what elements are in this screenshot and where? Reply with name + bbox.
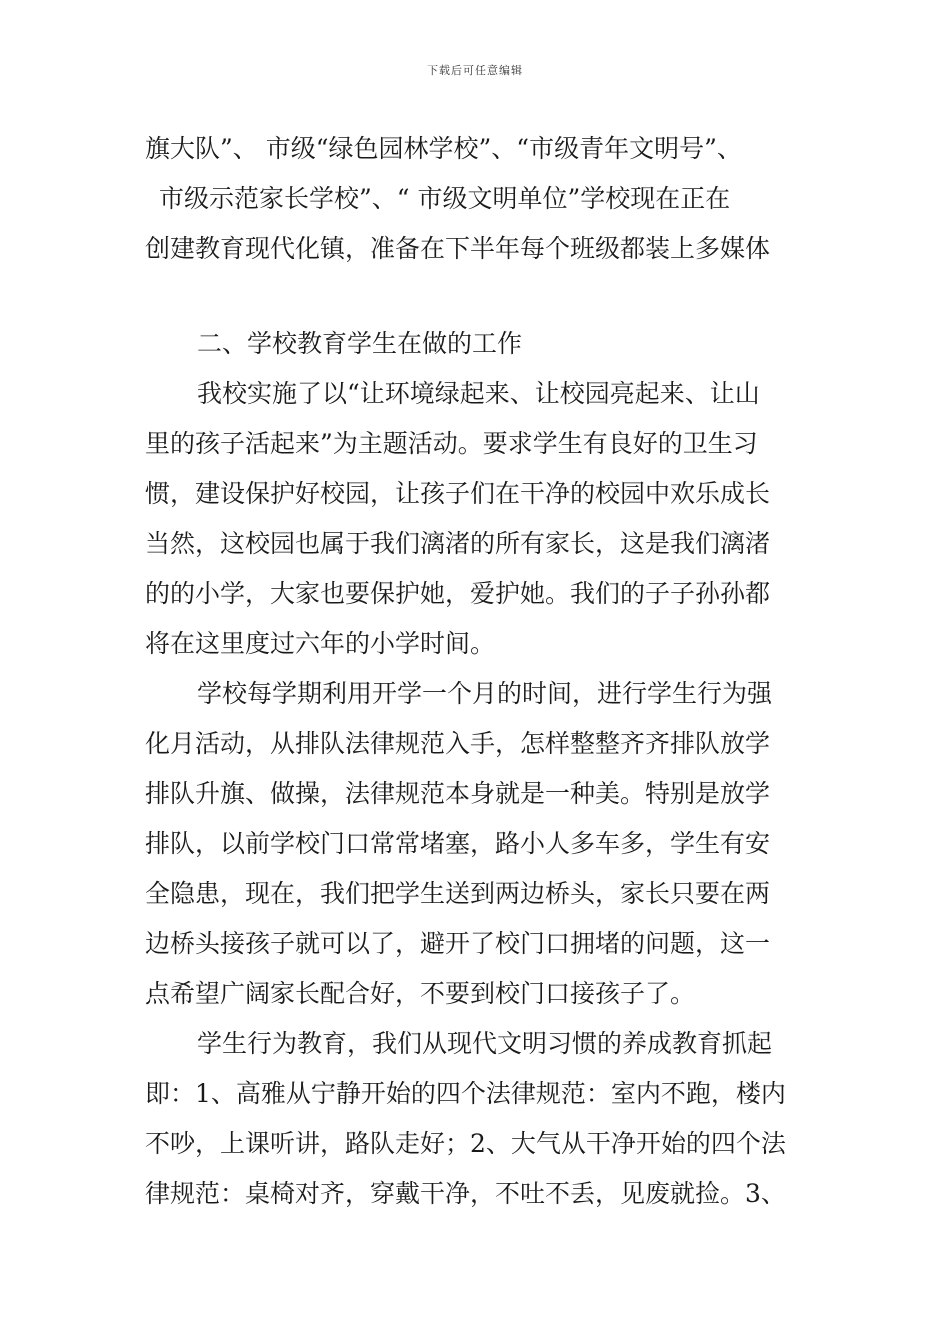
text-line: 学校每学期利用开学一个月的时间，进行学生行为强: [197, 679, 773, 708]
paragraph-3: [145, 1019, 825, 1219]
text-line: 当然，这校园也属于我们漓渚的所有家长，这是我们漓渚: [145, 529, 771, 558]
text-line: 边桥头接孩子就可以了，避开了校门口拥堵的问题，这一: [145, 929, 771, 958]
text-line: 排队升旗、做操，法律规范本身就是一种美。特别是放学: [145, 779, 771, 808]
text-line: 不吵，上课听讲，路队走好；2、大气从干净开始的四个法: [145, 1129, 786, 1158]
text-line: 排队，以前学校门口常常堵塞，路小人多车多，学生有安: [145, 829, 771, 858]
text-line: 点希望广阔家长配合好，不要到校门口接孩子了。: [145, 979, 696, 1008]
text-line: 化月活动，从排队法律规范入手，怎样整整齐齐排队放学: [145, 729, 771, 758]
text-line: 市级示范家长学校”、“ 市级文明单位”学校现在正在: [159, 184, 731, 213]
text-line: 律规范：桌椅对齐，穿戴干净，不吐不丢，见废就捡。3、: [145, 1179, 786, 1208]
document-body: [145, 124, 825, 1219]
text-line: 惯，建设保护好校园，让孩子们在干净的校园中欢乐成长: [145, 479, 771, 508]
text-line: 创建教育现代化镇，准备在下半年每个班级都装上多媒体: [145, 234, 771, 263]
text-line: 我校实施了以“让环境绿起来、让校园亮起来、让山: [197, 379, 760, 408]
section-heading: 二、学校教育学生在做的工作: [197, 329, 523, 358]
text-line: 即：1、高雅从宁静开始的四个法律规范：室内不跑，楼内: [145, 1079, 786, 1108]
text-line: 里的孩子活起来”为主题活动。要求学生有良好的卫生习: [145, 429, 758, 458]
paragraph-gap: [145, 274, 825, 319]
text-line: 的的小学，大家也要保护她，爱护她。我们的子子孙孙都: [145, 579, 771, 608]
text-line: 学生行为教育，我们从现代文明习惯的养成教育抓起: [197, 1029, 773, 1058]
text-line: 将在这里度过六年的小学时间。: [145, 629, 496, 658]
text-line: 全隐患，现在，我们把学生送到两边桥头，家长只要在两: [145, 879, 771, 908]
page-header: 下载后可任意编辑: [427, 64, 523, 77]
text-line: 旗大队”、 市级“绿色园林学校”、“市级青年文明号”、: [145, 134, 742, 163]
paragraph-2: [145, 669, 825, 1019]
paragraph-1: [145, 369, 825, 669]
